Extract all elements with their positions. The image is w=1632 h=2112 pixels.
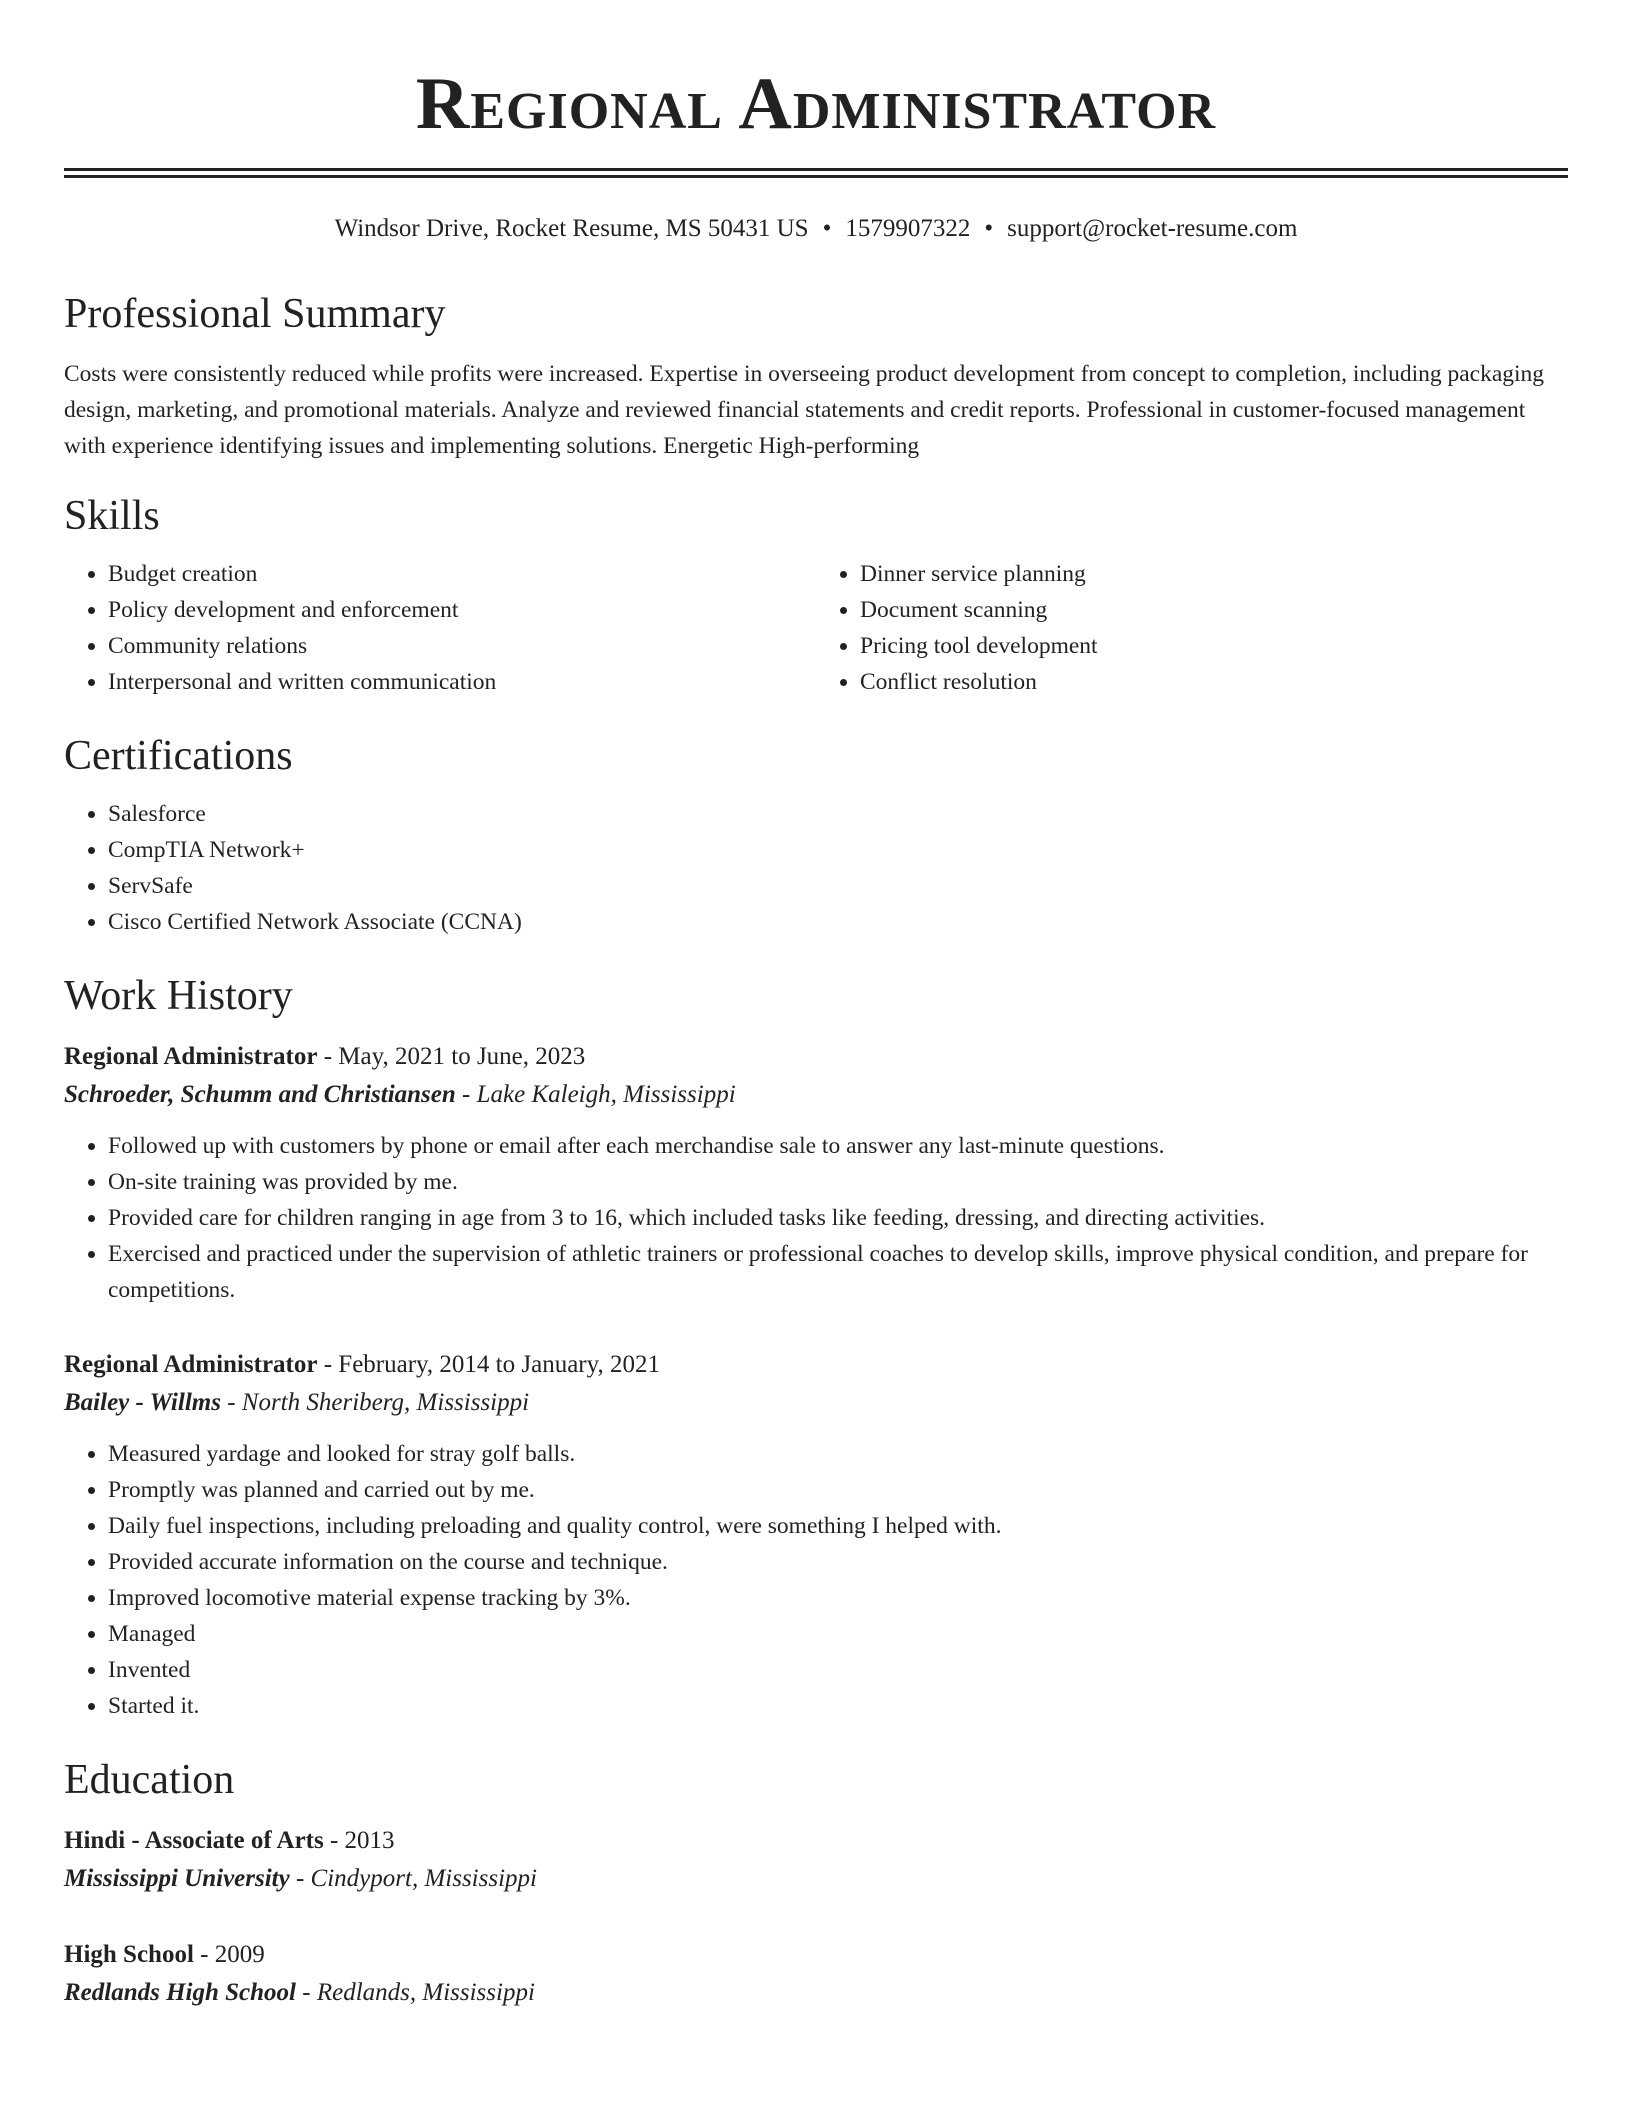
certifications-heading: Certifications xyxy=(64,733,293,779)
skill-item: • Pricing tool development xyxy=(860,628,1568,664)
job-header xyxy=(64,1346,1568,1384)
job-bullet: • Measured yardage and looked for stray golf balls. xyxy=(108,1436,1568,1472)
education-school-line xyxy=(64,1860,1568,1898)
education-degree: Hindi - Associate of Arts xyxy=(64,1827,324,1854)
job-bullet: • Invented xyxy=(108,1652,1568,1688)
skill-item: • Dinner service planning xyxy=(860,556,1568,592)
job-company: Bailey - Willms xyxy=(64,1389,221,1416)
job-role: Regional Administrator xyxy=(64,1043,318,1070)
education-school-line xyxy=(64,1974,1568,2012)
work-history-heading: Work History xyxy=(64,973,293,1019)
job-entry xyxy=(64,1346,1568,1724)
job-bullet: • Provided care for children ranging in age from 3 to 16, which included tasks like feeding, dressing, and directing activities. xyxy=(108,1200,1568,1236)
skill-item: • Document scanning xyxy=(860,592,1568,628)
job-employer-line xyxy=(64,1384,1568,1422)
summary-text: Costs were consistently reduced while profits were increased. Expertise in overseeing product development from concept to completion, including packaging design, marketing, and promotional materials. Analyze and reviewed financial statements and credit reports. Professional in customer-focused management with experience identifying issues and implementing solutions. Energetic High-performing xyxy=(64,361,1545,459)
job-bullet: • Promptly was planned and carried out by me. xyxy=(108,1472,1568,1508)
contact-separator: • xyxy=(984,215,994,242)
skill-item: • Community relations xyxy=(108,628,816,664)
education-heading: Education xyxy=(64,1757,235,1803)
education-year: - 2013 xyxy=(323,1827,395,1854)
education-location: - Redlands, Mississippi xyxy=(296,1979,535,2006)
skill-item: • Conflict resolution xyxy=(860,664,1568,700)
job-location: - North Sheriberg, Mississippi xyxy=(220,1389,530,1416)
contact-separator: • xyxy=(822,215,832,242)
skill-item: • Budget creation xyxy=(108,556,816,592)
education-degree: High School xyxy=(64,1941,194,1968)
title-divider xyxy=(64,168,1568,178)
skills-left-list xyxy=(64,556,816,700)
certification-item: • Cisco Certified Network Associate (CCNA) xyxy=(108,904,1568,940)
skill-item: • Policy development and enforcement xyxy=(108,592,816,628)
summary-heading: Professional Summary xyxy=(64,291,446,337)
skill-item: • Interpersonal and written communication xyxy=(108,664,816,700)
skills-heading: Skills xyxy=(64,493,160,539)
job-bullets xyxy=(64,1128,1568,1308)
contact-phone: 1579907322 xyxy=(845,215,971,242)
job-company: Schroeder, Schumm and Christiansen xyxy=(64,1081,456,1108)
job-bullet: • Managed xyxy=(108,1616,1568,1652)
certification-item: • ServSafe xyxy=(108,868,1568,904)
job-dates: - February, 2014 to January, 2021 xyxy=(317,1351,660,1378)
job-bullet: • On-site training was provided by me. xyxy=(108,1164,1568,1200)
job-header xyxy=(64,1038,1568,1076)
education-header xyxy=(64,1822,1568,1860)
job-location: - Lake Kaleigh, Mississippi xyxy=(455,1081,736,1108)
job-bullets xyxy=(64,1436,1568,1724)
education-location: - Cindyport, Mississippi xyxy=(289,1865,537,1892)
job-role: Regional Administrator xyxy=(64,1351,318,1378)
skills-right-list xyxy=(816,556,1568,700)
resume-page xyxy=(64,0,1568,2012)
job-bullet: • Started it. xyxy=(108,1688,1568,1724)
education-school: Mississippi University xyxy=(64,1865,290,1892)
education-entry xyxy=(64,1822,1568,1898)
job-dates: - May, 2021 to June, 2023 xyxy=(317,1043,586,1070)
contact-line xyxy=(64,212,1568,246)
contact-email: support@rocket-resume.com xyxy=(1007,215,1298,242)
skills-columns xyxy=(64,556,1568,700)
contact-address: Windsor Drive, Rocket Resume, MS 50431 US xyxy=(334,215,809,242)
certification-item: • Salesforce xyxy=(108,796,1568,832)
education-header xyxy=(64,1936,1568,1974)
job-bullet: • Exercised and practiced under the supervision of athletic trainers or professional coaches to develop skills, improve physical condition, and prepare for competitions. xyxy=(108,1236,1568,1308)
job-bullet: • Provided accurate information on the course and technique. xyxy=(108,1544,1568,1580)
job-employer-line xyxy=(64,1076,1568,1114)
job-bullet: • Daily fuel inspections, including preloading and quality control, were something I helped with. xyxy=(108,1508,1568,1544)
certification-item: • CompTIA Network+ xyxy=(108,832,1568,868)
job-bullet: • Followed up with customers by phone or email after each merchandise sale to answer any last-minute questions. xyxy=(108,1128,1568,1164)
education-school: Redlands High School xyxy=(64,1979,296,2006)
job-bullet: • Improved locomotive material expense tracking by 3%. xyxy=(108,1580,1568,1616)
certifications-list xyxy=(64,796,1568,940)
resume-title: Regional Administrator xyxy=(415,63,1217,145)
education-year: - 2009 xyxy=(193,1941,265,1968)
job-entry xyxy=(64,1038,1568,1308)
education-entry xyxy=(64,1936,1568,2012)
